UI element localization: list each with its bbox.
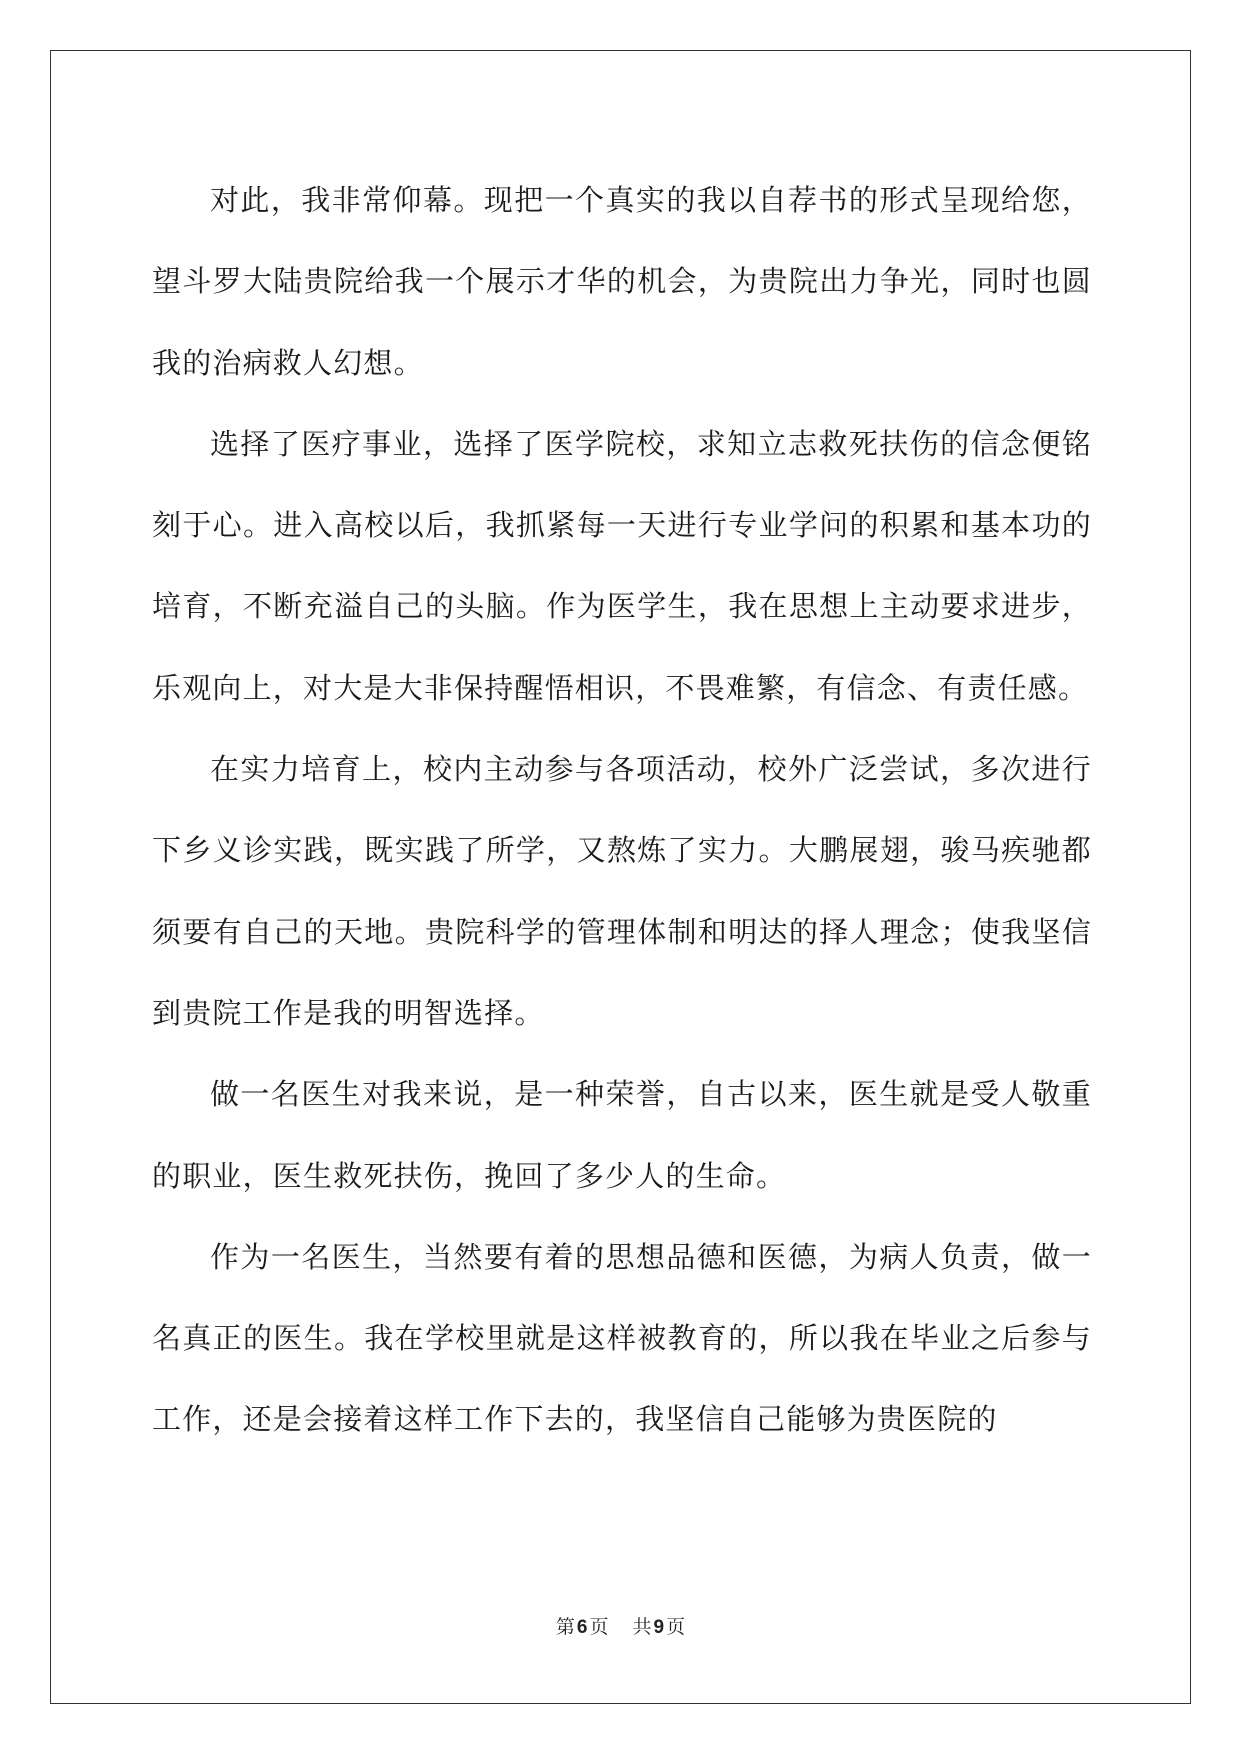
footer-total-prefix: 共 — [632, 1616, 652, 1638]
footer-prefix: 第 — [555, 1616, 575, 1638]
total-pages-number: 9 — [653, 1617, 665, 1638]
paragraph: 做一名医生对我来说，是一种荣誉，自古以来，医生就是受人敬重的职业，医生救死扶伤，挽回了多少人的生命。 — [152, 1077, 1092, 1193]
current-page-number: 6 — [576, 1617, 588, 1638]
paragraph: 在实力培育上，校内主动参与各项活动，校外广泛尝试，多次进行下乡义诊实践，既实践了所学，又熬炼了实力。大鹏展翅，骏马疾驰都须要有自己的天地。贵院科学的管理体制和明达的择人理念；使我坚信到贵院工作是我的明智选择。 — [152, 752, 1092, 1030]
footer-page-unit: 页 — [589, 1616, 609, 1638]
paragraph: 作为一名医生，当然要有着的思想品德和医德，为病人负责，做一名真正的医生。我在学校里就是这样被教育的，所以我在毕业之后参与工作，还是会接着这样工作下去的，我坚信自己能够为贵医院的 — [152, 1239, 1092, 1437]
page-footer — [0, 1612, 1241, 1639]
paragraph: 对此，我非常仰幕。现把一个真实的我以自荐书的形式呈现给您，望斗罗大陆贵院给我一个展示才华的机会，为贵院出力争光，同时也圆我的治病救人幻想。 — [152, 183, 1092, 380]
footer-total-unit: 页 — [666, 1616, 686, 1638]
document-body — [152, 160, 1092, 1461]
paragraph: 选择了医疗事业，选择了医学院校，求知立志救死扶伤的信念便铭刻于心。进入高校以后，我抓紧每一天进行专业学问的积累和基本功的培育，不断充溢自己的头脑。作为医学生，我在思想上主动要求进步，乐观向上，对大是大非保持醒悟相识，不畏难繁，有信念、有责任感。 — [152, 426, 1092, 705]
